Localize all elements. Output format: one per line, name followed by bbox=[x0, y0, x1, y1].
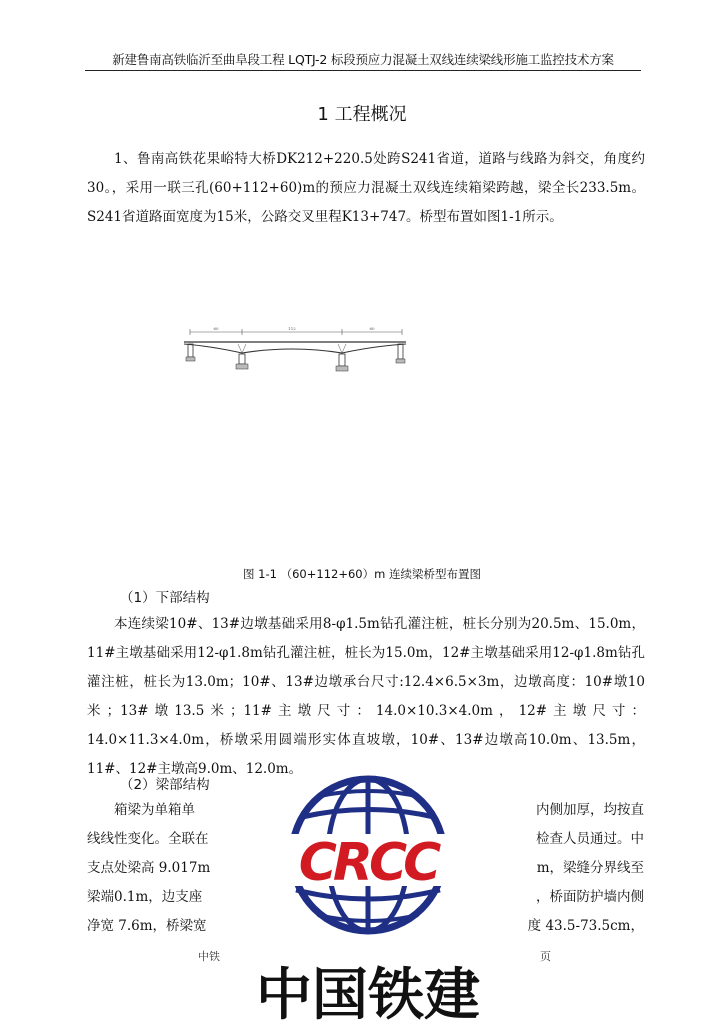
paragraph-overview: 1、鲁南高铁花果峪特大桥DK212+220.5处跨S241省道，道路与线路为斜交，角度约30。，采用一联三孔(60+112+60)m的预应力混凝土双线连续箱梁跨越，梁全长233.5m。S241省道路面宽度为15米，公路交叉里程K13+747。桥型布置如图1-1所示。 bbox=[87, 151, 645, 225]
line-left: 支点处梁高 9.017m bbox=[87, 860, 211, 876]
substructure-heading: （1）下部结构 bbox=[120, 590, 210, 606]
crcc-wordmark: CRCC bbox=[298, 833, 438, 893]
line-right: 内侧加厚，均按直 bbox=[536, 802, 644, 818]
span-label-3: 60 bbox=[369, 326, 375, 331]
crcc-logo bbox=[240, 772, 496, 1022]
line-right: 检查人员通过。中 bbox=[536, 831, 644, 847]
substructure-text: 本连续梁10#、13#边墩基础采用8-φ1.5m钻孔灌注桩，桩长分别为20.5m、15.0m，11#主墩基础采用12-φ1.8m钻孔灌注桩，桩长为15.0m，12#主墩基础采用12-φ1.8m钻孔灌注桩，桩长为13.0m；10#、13#边墩承台尺寸:12.4×6.5×3m，边墩高度：10#墩10米；13#墩13.5米；11#主墩尺寸：14.0×10.3×4.0m，12#主墩尺寸：14.0×11.3×4.0m，桥墩采用圆端形实体直坡墩，10#、13#边墩高10.0m、13.5m，11#、12#主墩高9.0m、12.0m。 bbox=[87, 616, 645, 777]
header-rule bbox=[85, 70, 641, 71]
line-right: 度 43.5-73.5cm， bbox=[527, 918, 644, 934]
line-left: 净宽 7.6m，桥梁宽 bbox=[87, 918, 207, 934]
line-right: ，桥面防护墙内侧 bbox=[536, 889, 644, 905]
line-left: 箱梁为单箱单 bbox=[114, 802, 195, 818]
figure-caption: 图 1-1 （60+112+60）m 连续梁桥型布置图 bbox=[243, 567, 481, 581]
line-right: m，梁缝分界线至 bbox=[536, 860, 644, 876]
span-label-2: 112 bbox=[288, 326, 296, 331]
superstructure-heading: （2）梁部结构 bbox=[120, 777, 210, 793]
line-left: 线线性变化。全联在 bbox=[87, 831, 209, 847]
running-header: 新建鲁南高铁临沂至曲阜段工程 LQTJ-2 标段预应力混凝土双线连续梁线形施工监控技术方案 bbox=[112, 52, 614, 67]
footer-left: 中铁 bbox=[198, 950, 220, 963]
company-name: 中国铁建 bbox=[256, 963, 480, 1022]
section-title: 1 工程概况 bbox=[317, 104, 407, 125]
bridge-layout-figure bbox=[180, 322, 410, 377]
line-left: 梁端0.1m，边支座 bbox=[87, 889, 203, 905]
footer-right: 页 bbox=[540, 950, 551, 963]
span-label-1: 60 bbox=[213, 326, 219, 331]
crcc-globe-emblem bbox=[240, 772, 496, 1022]
